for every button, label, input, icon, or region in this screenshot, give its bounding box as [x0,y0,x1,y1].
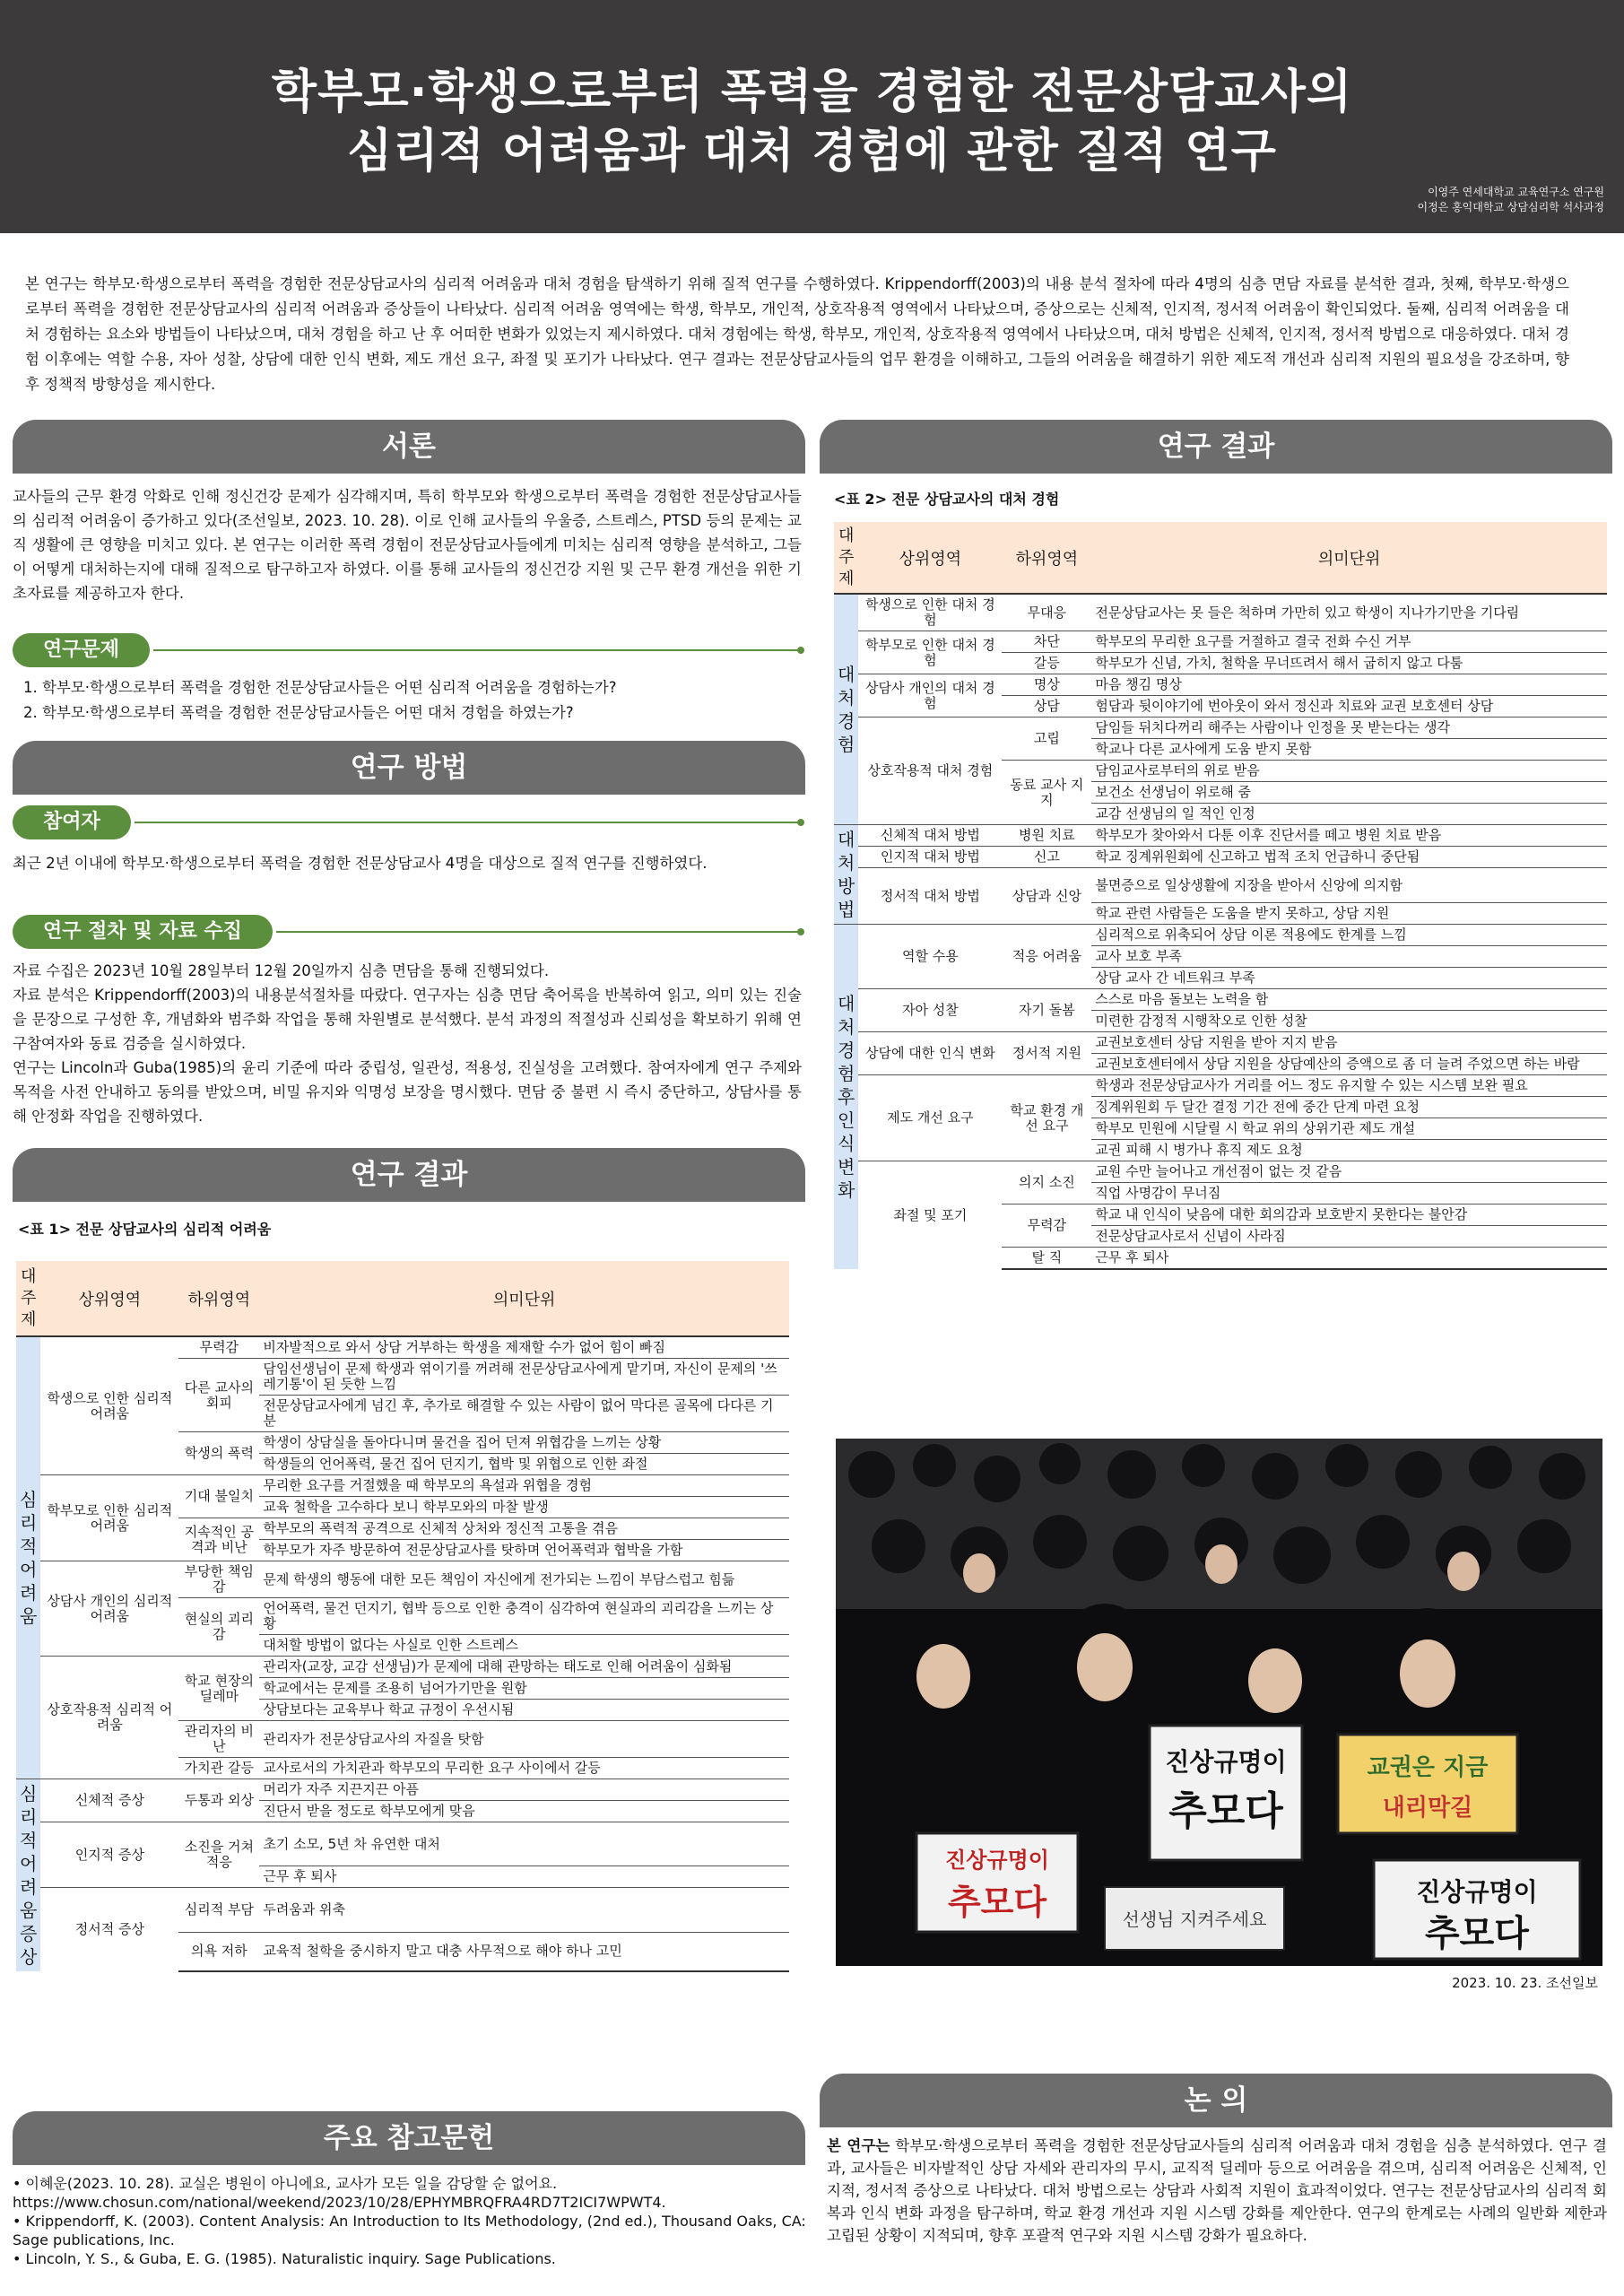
t1-unit: 근무 후 퇴사 [259,1866,789,1888]
t1-unit: 초기 소모, 5년 차 유연한 대처 [259,1822,789,1866]
t2-unit: 심리적으로 위축되어 상담 이론 적용에도 한계를 느낌 [1091,925,1607,946]
sign-2-bottom: 내리막길 [1382,1795,1473,1822]
t1-unit: 무리한 요구를 거절했을 때 학부모의 욕설과 위협을 경험 [259,1475,789,1497]
t2-theme-2: 대처방법 [834,825,858,925]
t2-low: 탈 직 [1002,1248,1091,1270]
procedure-pill: 연구 절차 및 자료 수집 [13,915,273,949]
t2-unit: 교권보호센터에서 상담 지원을 상담예산의 증액으로 좀 더 늘려 주었으면 하는 바람 [1091,1054,1607,1075]
t1-unit: 머리가 자주 지끈지끈 아픔 [259,1779,789,1801]
t1-unit: 관리자가 전문상담교사의 자질을 탓함 [259,1721,789,1758]
t1-low: 부당한 책임감 [178,1561,259,1598]
t1-unit: 학부모가 자주 방문하여 전문상담교사를 탓하며 언어폭력과 협박을 가함 [259,1540,789,1561]
t2-low: 차단 [1002,631,1091,653]
t2-unit: 교사 보호 부족 [1091,946,1607,968]
t1-unit: 학생들의 언어폭력, 물건 집어 던지기, 협박 및 위협으로 인한 좌절 [259,1454,789,1475]
t1-low: 지속적인 공격과 비난 [178,1518,259,1561]
t2-unit: 학교나 다른 교사에게 도움 받지 못함 [1091,739,1607,761]
table1-caption: <표 1> 전문 상담교사의 심리적 어려움 [18,1221,272,1238]
t1-sub: 상담사 개인의 심리적 어려움 [40,1561,178,1657]
table2-caption: <표 2> 전문 상담교사의 대처 경험 [834,491,1060,508]
t2-unit: 마음 챙김 명상 [1091,674,1607,696]
t2-unit: 담임교사로부터의 위로 받음 [1091,761,1607,782]
t2-unit: 학부모가 찾아와서 다툰 이후 진단서를 떼고 병원 치료 받음 [1091,825,1607,847]
t1-sub: 학생으로 인한 심리적 어려움 [40,1336,178,1475]
t2-unit: 학부모가 신념, 가치, 철학을 무너뜨려서 해서 굽히지 않고 다툼 [1091,653,1607,674]
t2-unit: 교감 선생님의 일 적인 인정 [1091,804,1607,825]
t2-unit: 직업 사명감이 무너짐 [1091,1183,1607,1205]
t2-unit: 근무 후 퇴사 [1091,1248,1607,1270]
procedure-text [13,959,802,1128]
discussion-body: 학부모·학생으로부터 폭력을 경험한 전문상담교사들의 심리적 어려움과 대처 경험을 심층 분석하였다. 연구 결과, 교사들은 비자발적인 상담 자세와 관리자의 무시, 교직적 딜레마 등으로 어려움을 겪으며, 심리적 어려움은 신체적, 인지적, 정서적 증상으로 나타났다. 대처 방법으로는 상담과 사회적 지원이 효과적이었다. 연구는 전문상담교사의 심리적 회복과 인식 변화 과정을 탐구하며, 학교 환경 개선과 지원 시스템 강화를 제안한다. 연구의 한계로는 사례의 일반화 제한과 고립된 상황이 지적되며, 향후 포괄적 연구와 지원 시스템 강화가 필요하다. [827,2137,1607,2244]
t2-unit: 담임들 뒤치다꺼리 해주는 사람이나 인정을 못 받는다는 생각 [1091,718,1607,739]
section-discussion-heading: 논 의 [820,2074,1612,2127]
t1-col-sub: 상위영역 [40,1261,178,1336]
reference-3: • Lincoln, Y. S., & Guba, E. G. (1985). Naturalistic inquiry. Sage Publications. [13,2250,556,2267]
poster-title [0,63,1624,181]
t2-unit: 학생과 전문상담교사가 거리를 어느 정도 유지할 수 있는 시스템 보완 필요 [1091,1075,1607,1097]
t1-low: 소진을 거쳐 적응 [178,1822,259,1888]
procedure-p3: 연구는 Lincoln과 Guba(1985)의 윤리 기준에 따라 중립성, 일관성, 적용성, 진실성을 고려했다. 참여자에게 연구 주제와 목적을 사전 안내하고 동의를 받았으며, 비밀 유지와 익명성 보장을 명시했다. 면담 중 불편 시 즉시 중단하고, 상담사를 통해 안정화 작업을 진행하였다. [13,1059,802,1125]
t2-low: 적응 어려움 [1002,925,1091,989]
t2-unit: 학교 징계위원회에 신고하고 법적 조치 언급하니 중단됨 [1091,847,1607,868]
discussion-text [827,2135,1607,2247]
reference-1-url: https://www.chosun.com/national/weekend/2023/10/28/EPHYMBRQFRA4RD7T2ICI7WPWT4. [13,2194,666,2211]
t1-col-theme: 대주제 [16,1261,40,1336]
t2-low: 동료 교사 지지 [1002,761,1091,825]
procedure-p2: 자료 분석은 Krippendorff(2003)의 내용분석절차를 따랐다. 연구자는 심층 면담 축어록을 반복하여 읽고, 의미 있는 진술을 문장으로 구성한 후, 개념화와 범주화 작업을 통해 차원별로 분석했다. 분석 과정의 적절성과 신뢰성을 확보하기 위해 연구참여자와 동료 검증을 실시하였다. [13,987,802,1052]
t1-unit: 언어폭력, 물건 던지기, 협박 등으로 인한 충격이 심각하여 현실과의 괴리감을 느끼는 상황 [259,1598,789,1635]
rq-2: 2. 학부모·학생으로부터 폭력을 경험한 전문상담교사들은 어떤 대처 경험을 하였는가? [23,704,574,721]
t1-unit: 교육 철학을 고수하다 보니 학부모와의 마찰 발생 [259,1497,789,1518]
t2-low: 정서적 지원 [1002,1032,1091,1075]
table1 [16,1261,789,1972]
t1-low: 가치관 갈등 [178,1758,259,1779]
t2-sub: 제도 개선 요구 [858,1075,1002,1161]
rq-1: 1. 학부모·학생으로부터 폭력을 경험한 전문상담교사들은 어떤 심리적 어려움을 경험하는가? [23,679,617,696]
t1-unit: 두려움과 위축 [259,1888,789,1932]
participants-line [135,822,802,823]
sign-4-top: 진상규명이 [945,1848,1049,1873]
t1-low: 학생의 폭력 [178,1432,259,1475]
t2-low: 상담과 신앙 [1002,868,1091,925]
author-2: 이정은 홍익대학교 상담심리학 석사과정 [1417,201,1604,213]
t1-sub: 정서적 증상 [40,1888,178,1971]
t1-unit: 비자발적으로 와서 상담 거부하는 학생을 제재할 수가 없어 힘이 빠짐 [259,1336,789,1359]
t2-sub: 좌절 및 포기 [858,1161,1002,1270]
rq-pill: 연구문제 [13,633,150,667]
t2-sub: 상호작용적 대처 경험 [858,718,1002,825]
t2-unit: 징계위원회 두 달간 결정 기간 전에 중간 단계 마련 요청 [1091,1097,1607,1118]
t1-unit: 상담보다는 교육부나 학교 규정이 우선시됨 [259,1700,789,1721]
t1-unit: 학부모의 폭력적 공격으로 신체적 상처와 정신적 고통을 겪음 [259,1518,789,1540]
section-references-heading: 주요 참고문헌 [13,2111,805,2165]
sign-5-text: 선생님 지켜주세요 [1122,1909,1267,1930]
references-list [13,2174,811,2268]
participants-heading [13,805,802,839]
t1-unit: 교사로서의 가치관과 학부모의 무리한 요구 사이에서 갈등 [259,1758,789,1779]
t2-theme-1: 대처경험 [834,594,858,825]
t2-col-theme: 대주제 [834,522,858,594]
t2-low: 신고 [1002,847,1091,868]
photo-caption: 2023. 10. 23. 조선일보 [1452,1975,1598,1991]
t1-low: 기대 불일치 [178,1475,259,1518]
sign-1-bottom: 추모다 [1168,1788,1283,1834]
reference-1: • 이혜운(2023. 10. 28). 교실은 병원이 아니에요, 교사가 모든 일을 감당할 순 없어요. [13,2175,558,2192]
abstract: 본 연구는 학부모·학생으로부터 폭력을 경험한 전문상담교사의 심리적 어려움과 대처 경험을 탐색하기 위해 질적 연구를 수행하였다. Krippendorff(2003)의 내용 분석 절차에 따라 4명의 심층 면담 자료를 분석한 결과, 첫째, 학부모·학생으로부터 폭력을 경험한 전문상담교사의 심리적 어려움과 증상들이 나타났다. 심리적 어려움 영역에는 학생, 학부모, 개인적, 상호작용적 영역에서 나타났으며, 증상으로는 신체적, 인지적, 정서적 어려움이 확인되었다. 둘째, 심리적 어려움을 대처 경험하는 요소와 방법들이 나타났으며, 대처 경험을 하고 난 후 어떠한 변화가 있었는지 제시하였다. 대처 경험에는 학생, 학부모, 개인적, 상호작용적 영역에서 나타났으며, 대처 방법은 신체적, 인지적, 정서적 방법으로 대응하였다. 대처 경험 이후에는 역할 수용, 자아 성찰, 상담에 대한 인식 변화, 제도 개선 요구, 좌절 및 포기가 나타났다. 연구 결과는 전문상담교사들의 업무 환경을 이해하고, 그들의 어려움을 해결하기 위한 제도적 개선과 심리적 지원의 필요성을 강조하며, 향후 정책적 방향성을 제시한다. [25,275,1569,393]
procedure-line [276,931,802,933]
t1-unit: 학생이 상담실을 돌아다니며 물건을 집어 던져 위협감을 느끼는 상황 [259,1432,789,1454]
table1-container [16,1261,789,2083]
intro-body: 교사들의 근무 환경 악화로 인해 정신건강 문제가 심각해지며, 특히 학부모와 학생으로부터 폭력을 경험한 전문상담교사들의 심리적 어려움이 증가하고 있다(조선일보, 2023. 10. 28). 이로 인해 교사들의 우울증, 스트레스, PTSD 등의 문제는 교직 생활에 큰 영향을 미치고 있다. 본 연구는 이러한 폭력 경험이 전문상담교사들에게 미치는 심리적 영향을 분석하고, 그들이 어떻게 대처하는지에 대해 질적으로 탐구하고자 하였다. 이를 통해 교사들의 정신건강 지원 및 근무 환경 개선을 위한 기초자료를 제공하고자 한다. [13,488,802,602]
procedure-p1: 자료 수집은 2023년 10월 28일부터 12월 20일까지 심층 면담을 통해 진행되었다. [13,962,550,979]
t2-unit: 학교 내 인식이 낮음에 대한 회의감과 보호받지 못한다는 불안감 [1091,1205,1607,1226]
t1-theme-1: 심리적어려움 [16,1336,40,1779]
section-intro-heading: 서론 [13,420,805,474]
t2-low: 무력감 [1002,1205,1091,1248]
t1-unit: 진단서 받을 정도로 학부모에게 맞음 [259,1801,789,1822]
t1-sub: 인지적 증상 [40,1822,178,1888]
t2-low: 의지 소진 [1002,1161,1091,1205]
author-1: 이영주 연세대학교 교육연구소 연구원 [1428,186,1604,198]
t2-low: 무대응 [1002,594,1091,631]
participants-pill: 참여자 [13,805,131,839]
t2-low: 갈등 [1002,653,1091,674]
section-results-right-heading: 연구 결과 [820,420,1612,474]
t1-unit: 대처할 방법이 없다는 사실로 인한 스트레스 [259,1635,789,1657]
t2-low: 병원 치료 [1002,825,1091,847]
t2-sub: 학생으로 인한 대처 경험 [858,594,1002,631]
t1-col-unit: 의미단위 [259,1261,789,1336]
t2-sub: 학부모로 인한 대처 경험 [858,631,1002,674]
t1-low: 다른 교사의 회피 [178,1359,259,1432]
t2-low: 상담 [1002,696,1091,718]
sign-2-top: 교권은 지금 [1367,1754,1489,1781]
t2-theme-3: 대처경험후인식변화 [834,925,858,1270]
protest-photo-graphic [836,1439,1602,1966]
t2-unit: 상담 교사 간 네트워크 부족 [1091,968,1607,989]
table2 [834,522,1607,1270]
protest-photo [836,1439,1602,1966]
reference-2: • Krippendorff, K. (2003). Content Analysis: An Introduction to Its Methodology, (2nd ed.), Thousand Oaks, CA: Sage publications, Inc. [13,2213,806,2248]
t2-unit: 학부모 민원에 시달릴 시 학교 위의 상위기관 제도 개설 [1091,1118,1607,1140]
t1-unit: 문제 학생의 행동에 대한 모든 책임이 자신에게 전가되는 느낌이 부담스럽고 힘듦 [259,1561,789,1598]
section-results-left-heading: 연구 결과 [13,1148,805,1202]
t1-low: 무력감 [178,1336,259,1359]
section-method-heading: 연구 방법 [13,741,805,795]
t2-col-unit: 의미단위 [1091,522,1607,594]
title-line-2: 심리적 어려움과 대처 경험에 관한 질적 연구 [347,125,1277,178]
participants-text: 최근 2년 이내에 학부모·학생으로부터 폭력을 경험한 전문상담교사 4명을 대상으로 질적 연구를 진행하였다. [13,855,708,872]
t1-low: 학교 현장의 딜레마 [178,1657,259,1721]
t1-sub: 신체적 증상 [40,1779,178,1822]
t2-sub: 인지적 대처 방법 [858,847,1002,868]
procedure-heading [13,915,802,949]
t2-unit: 학교 관련 사람들은 도움을 받지 못하고, 상담 지원 [1091,903,1607,925]
t1-sub: 학부모로 인한 심리적 어려움 [40,1475,178,1561]
t2-unit: 불면증으로 일상생활에 지장을 받아서 신앙에 의지함 [1091,868,1607,903]
t2-unit: 전문상담교사는 못 들은 척하며 가만히 있고 학생이 지나가기만을 기다림 [1091,594,1607,631]
t1-unit: 관리자(교장, 교감 선생님)가 문제에 대해 관망하는 태도로 인해 어려움이 심화됨 [259,1657,789,1678]
t1-sub: 상호작용적 심리적 어려움 [40,1657,178,1779]
t2-low: 고립 [1002,718,1091,761]
t1-unit: 학교에서는 문제를 조용히 넘어가기만을 원함 [259,1678,789,1700]
research-questions-heading [13,633,802,667]
discussion-lead: 본 연구는 [827,2137,890,2154]
table2-container [834,522,1607,1392]
t2-unit: 전문상담교사로서 신념이 사라짐 [1091,1226,1607,1248]
t2-sub: 자아 성찰 [858,989,1002,1032]
rq-line [153,649,802,651]
t2-sub: 신체적 대처 방법 [858,825,1002,847]
t1-low: 의욕 저하 [178,1932,259,1971]
sign-3-bottom: 추모다 [1425,1913,1529,1954]
t2-low: 명상 [1002,674,1091,696]
t2-sub: 상담사 개인의 대처 경험 [858,674,1002,718]
t2-low: 학교 환경 개선 요구 [1002,1075,1091,1161]
t1-low: 두통과 외상 [178,1779,259,1822]
t2-col-low: 하위영역 [1002,522,1091,594]
t2-unit: 스스로 마음 돌보는 노력을 함 [1091,989,1607,1011]
title-line-1: 학부모·학생으로부터 폭력을 경험한 전문상담교사의 [271,65,1353,119]
t2-sub: 정서적 대처 방법 [858,868,1002,925]
t2-unit: 교원 수만 늘어나고 개선점이 없는 것 같음 [1091,1161,1607,1183]
t2-unit: 교권보호센터 상담 지원을 받아 지지 받음 [1091,1032,1607,1054]
t1-low: 심리적 부담 [178,1888,259,1932]
t1-unit: 전문상담교사에게 넘긴 후, 추가로 해결할 수 있는 사람이 없어 막다른 골목에 다다른 기분 [259,1396,789,1432]
research-questions [23,675,803,726]
t2-unit: 미련한 감정적 시행착오로 인한 성찰 [1091,1011,1607,1032]
t1-theme-2: 심리적어려움증상 [16,1779,40,1972]
authors [1417,185,1604,215]
poster-header [0,0,1624,233]
t1-low: 관리자의 비난 [178,1721,259,1758]
sign-1-top: 진상규명이 [1165,1747,1287,1777]
t2-sub: 상담에 대한 인식 변화 [858,1032,1002,1075]
t1-unit: 교육적 철학을 중시하지 말고 대충 사무적으로 해야 하나 고민 [259,1932,789,1971]
t1-unit: 담임선생님이 문제 학생과 엮이기를 꺼려해 전문상담교사에게 맡기며, 자신이 문제의 '쓰레기통'이 된 듯한 느낌 [259,1359,789,1396]
sign-3-top: 진상규명이 [1416,1877,1538,1907]
sign-4-bottom: 추모다 [947,1883,1047,1922]
t2-unit: 교권 피해 시 병가나 휴직 제도 요청 [1091,1140,1607,1161]
t1-col-low: 하위영역 [178,1261,259,1336]
t2-unit: 험담과 뒷이야기에 번아웃이 와서 정신과 치료와 교권 보호센터 상담 [1091,696,1607,718]
t2-low: 자기 돌봄 [1002,989,1091,1032]
t2-unit: 보건소 선생님이 위로해 줌 [1091,782,1607,804]
t2-sub: 역할 수용 [858,925,1002,989]
t2-unit: 학부모의 무리한 요구를 거절하고 결국 전화 수신 거부 [1091,631,1607,653]
t2-col-sub: 상위영역 [858,522,1002,594]
t1-low: 현실의 괴리감 [178,1598,259,1657]
